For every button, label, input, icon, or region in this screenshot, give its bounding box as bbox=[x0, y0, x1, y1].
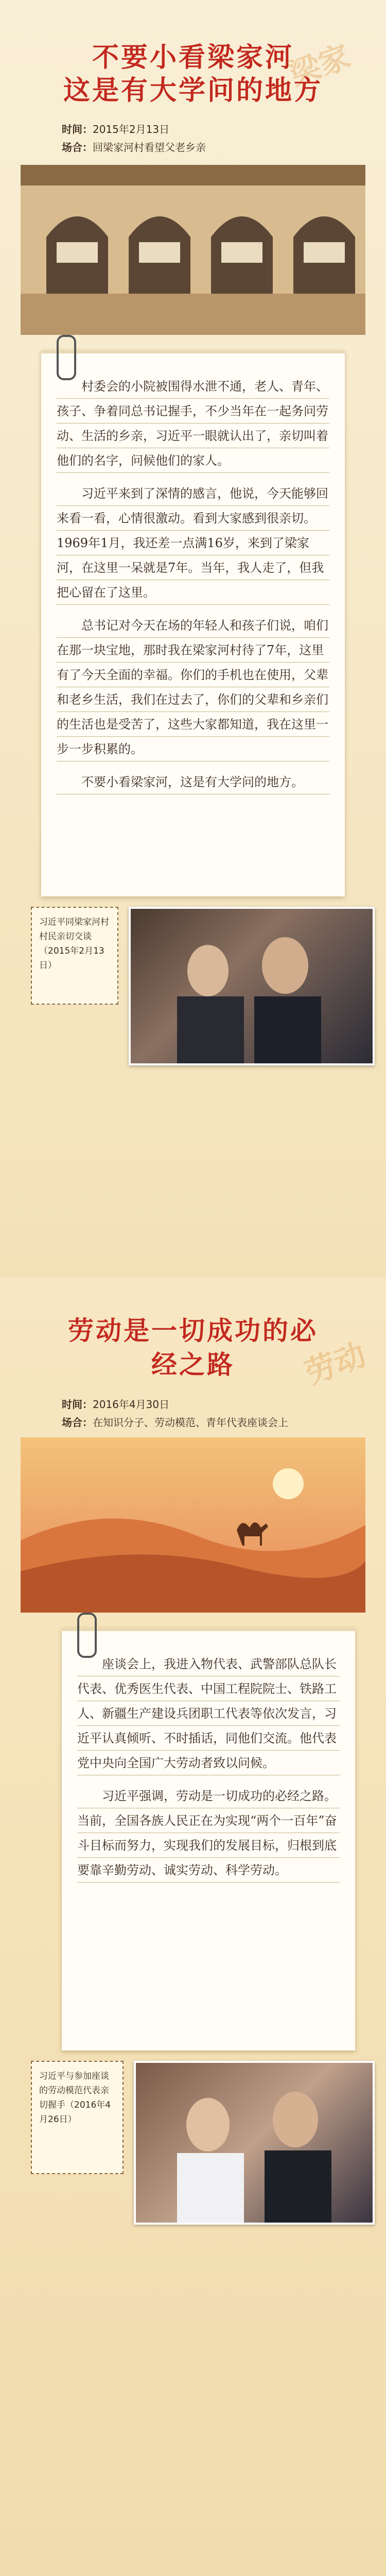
section2-paragraph: 座谈会上，我进入物代表、武警部队总队长代表、优秀医生代表、中国工程院院士、铁路工人、新疆生产建设兵团职工代表等依次发言，习近平认真倾听、不时插话，同他们交流。他代表党中央向全国广大劳动者致以问候。 bbox=[77, 1652, 340, 1775]
section2-text-card bbox=[62, 1628, 355, 2050]
section1-paragraph: 不要小看梁家河，这是有大学问的地方。 bbox=[57, 770, 329, 794]
section2-place: 场合：在知识分子、劳动模范、青年代表座谈会上 bbox=[62, 1416, 288, 1429]
section2-paragraph: 习近平强调，劳动是一切成功的必经之路。当前，全国各族人民正在为实现“两个一百年”奋斗目标而努力，实现我们的发展目标，归根到底要靠辛勤劳动、诚实劳动、科学劳动。 bbox=[77, 1784, 340, 1883]
section1-title-line2: 这是有大学问的地方 bbox=[63, 75, 323, 106]
desert-camel-illustration bbox=[21, 1437, 365, 1613]
section1-time: 时间：2015年2月13日 bbox=[62, 123, 170, 135]
section1-title-line1: 不要小看梁家河 bbox=[92, 42, 294, 73]
cave-dwelling-illustration bbox=[21, 165, 365, 335]
section1-paragraph: 村委会的小院被围得水泄不通，老人、青年、孩子、争着同总书记握手，不少当年在一起务问劳动、生活的乡亲，习近平一眼就认出了，亲切叫着他们的名字，问候他们的家人。 bbox=[57, 374, 329, 473]
section2-photo bbox=[134, 2061, 375, 2225]
decorative-stamp: 劳动 bbox=[300, 1336, 371, 1392]
section2-photo-caption: 习近平与参加座谈的劳动模范代表亲切握手（2016年4月26日） bbox=[31, 2061, 124, 2174]
section1-photo-caption: 习近平同梁家河村村民亲切交谈（2015年2月13日） bbox=[31, 907, 118, 1005]
section1-text-card bbox=[41, 350, 345, 896]
section1-place: 场合：回梁家河村看望父老乡亲 bbox=[62, 141, 206, 154]
section2-time: 时间：2016年4月30日 bbox=[62, 1398, 170, 1411]
section1-paragraph: 习近平来到了深情的感言，他说，今天能够回来看一看，心情很激动。看到大家感到很亲切。1969年1月，我还差一点满16岁，来到了梁家河，在这里一呆就是7年。当年，我人走了，但我把心留在了这里。 bbox=[57, 481, 329, 605]
section-liangjiahe bbox=[0, 0, 386, 1278]
decorative-stamp: 梁家 bbox=[285, 38, 356, 94]
paper-clip-icon bbox=[77, 1613, 97, 1658]
section1-title bbox=[0, 41, 386, 107]
section1-photo bbox=[129, 907, 375, 1065]
section1-paragraph: 总书记对今天在场的年轻人和孩子们说，咱们在那一块宝地，那时我在梁家河村待了7年，这里有了今天全面的幸福。你们的手机也在使用，父辈和老乡生活，我们在过去了，你们的父辈和乡亲们的生活也是受苦了，这些大家都知道，我在这里一步一步积累的。 bbox=[57, 613, 329, 761]
section2-title: 劳动是一切成功的必经之路 bbox=[68, 1315, 318, 1380]
section-labor bbox=[0, 1278, 386, 2576]
paper-clip-icon bbox=[57, 335, 76, 380]
